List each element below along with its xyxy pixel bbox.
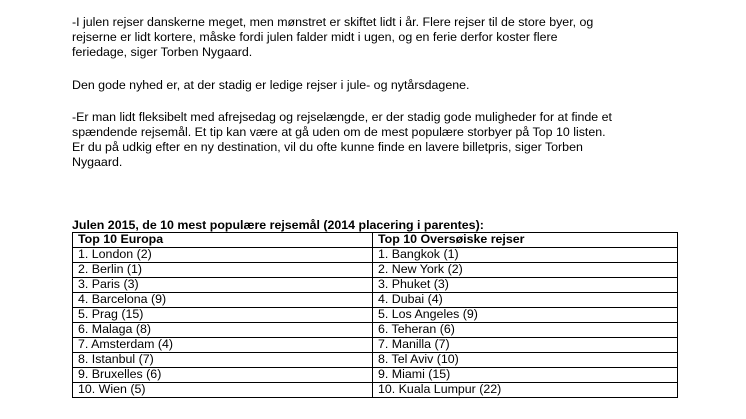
europa-cell: 2. Berlin (1) (73, 263, 373, 278)
table-row (73, 338, 678, 353)
table-header-row (73, 233, 678, 248)
table-title: Julen 2015, de 10 mest populære rejsemål (2014 placering i parentes): (72, 218, 484, 232)
europa-cell: 5. Prag (15) (73, 308, 373, 323)
table-row (73, 248, 678, 263)
oversoisk-cell: 8. Tel Aviv (10) (373, 353, 678, 368)
oversoisk-cell: 7. Manilla (7) (373, 338, 678, 353)
header-europa: Top 10 Europa (73, 233, 373, 248)
europa-cell: 9. Bruxelles (6) (73, 368, 373, 383)
table-row (73, 353, 678, 368)
oversoisk-cell: 5. Los Angeles (9) (373, 308, 678, 323)
oversoisk-cell: 9. Miami (15) (373, 368, 678, 383)
oversoisk-cell: 6. Teheran (6) (373, 323, 678, 338)
text-line: -Er man lidt fleksibelt med afrejsedag og rejselængde, er der stadig gode muligheder for at finde et (72, 110, 612, 124)
europa-cell: 1. London (2) (73, 248, 373, 263)
text-line: -I julen rejser danskerne meget, men mønstret er skiftet lidt i år. Flere rejser til de store byer, og (72, 15, 594, 29)
oversoisk-cell: 3. Phuket (3) (373, 278, 678, 293)
text-line: Er du på udkig efter en ny destination, vil du ofte kunne finde en lavere billetpris, siger Torben (72, 140, 583, 154)
oversoisk-cell: 10. Kuala Lumpur (22) (373, 383, 678, 398)
text-line: Nygaard. (72, 155, 123, 169)
europa-cell: 10. Wien (5) (73, 383, 373, 398)
table-row (73, 263, 678, 278)
table-row (73, 323, 678, 338)
good-news-paragraph (72, 78, 692, 93)
table-row (73, 293, 678, 308)
europa-cell: 3. Paris (3) (73, 278, 373, 293)
text-line: spændende rejsemål. Et tip kan være at gå uden om de mest populære storbyer på Top 10 listen. (72, 125, 606, 139)
europa-cell: 6. Malaga (8) (73, 323, 373, 338)
oversoisk-cell: 4. Dubai (4) (373, 293, 678, 308)
quote-paragraph-1 (72, 15, 692, 60)
quote-paragraph-2 (72, 110, 692, 170)
table-row (73, 308, 678, 323)
oversoisk-cell: 1. Bangkok (1) (373, 248, 678, 263)
table-row (73, 383, 678, 398)
table-row (73, 368, 678, 383)
europa-cell: 4. Barcelona (9) (73, 293, 373, 308)
text-line: feriedage, siger Torben Nygaard. (72, 45, 253, 59)
oversoisk-cell: 2. New York (2) (373, 263, 678, 278)
text-line: rejserne er lidt kortere, måske fordi julen falder midt i ugen, og en ferie derfor koster flere (72, 30, 558, 44)
header-oversoiske: Top 10 Oversøiske rejser (373, 233, 678, 248)
top10-table (72, 232, 678, 398)
table-row (73, 278, 678, 293)
europa-cell: 8. Istanbul (7) (73, 353, 373, 368)
text-line: Den gode nyhed er, at der stadig er ledige rejser i jule- og nytårsdagene. (72, 78, 470, 92)
europa-cell: 7. Amsterdam (4) (73, 338, 373, 353)
